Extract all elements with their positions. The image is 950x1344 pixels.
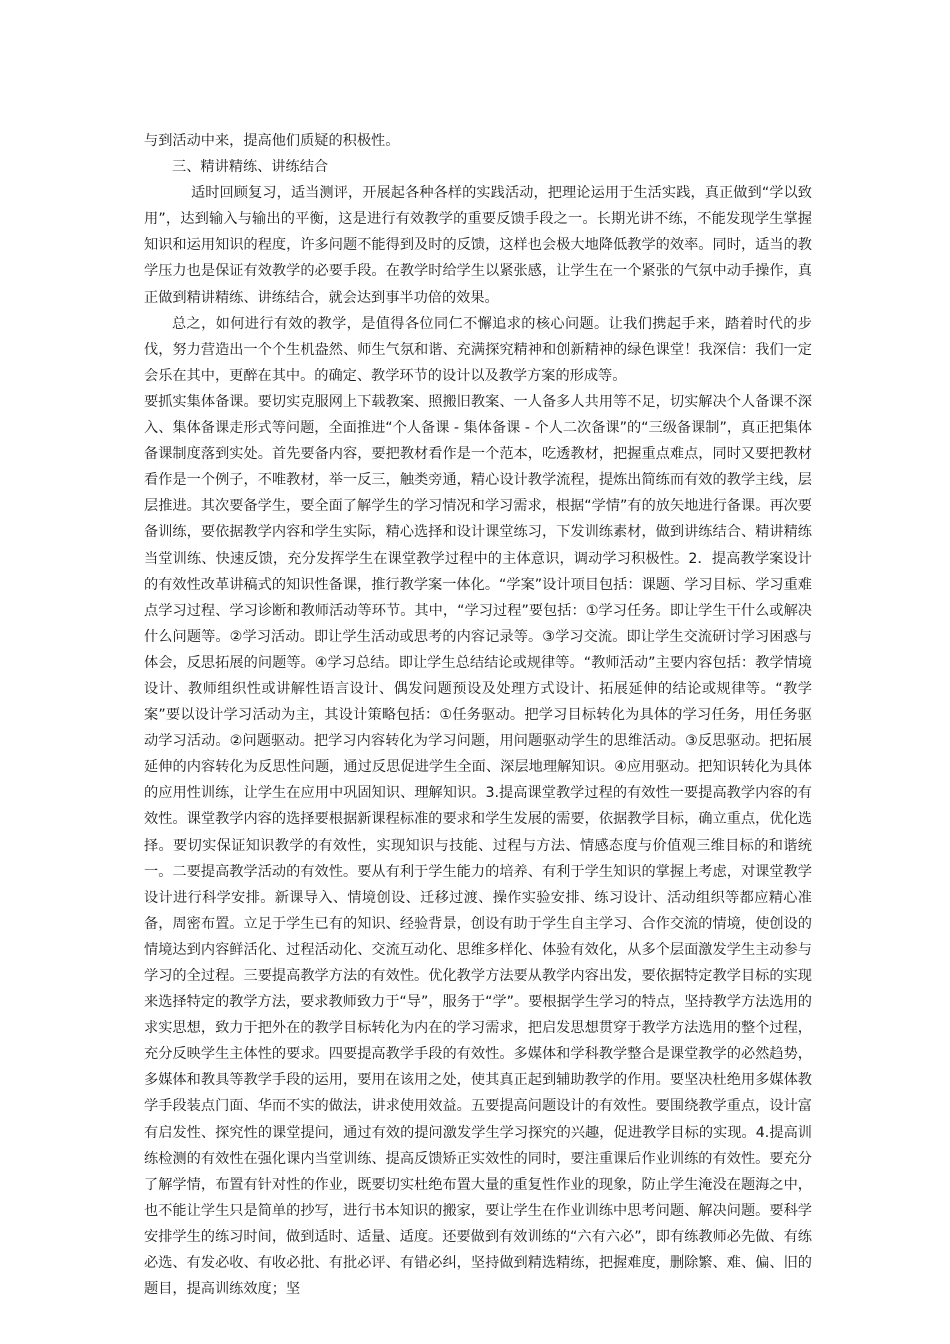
section-heading: 三、精讲精练、讲练结合: [172, 159, 329, 176]
paragraph-collective-lesson-prep: 要抓实集体备课。要切实克服网上下载教案、照搬旧教案、一人备多人共用等不足，切实解决个人备课不深入、集体备课走形式等问题，全面推进“个人备课 - 集体备课 - 个人二次备课”的“三级备课制”，真正把集体备课制度落到实处。首先要备内容，要把教材看作是一个范本，吃透教材，把握重点难点，同时又要把教材看作是一个例子，不唯教材，举一反三，触类旁通，精心设计教学流程，提炼出简练而有效的教学主线，层层推进。其次要备学生，要全面了解学生的学习情况和学习需求，根据“学情”有的放矢地进行备课。再次要备训练，要依据教学内容和学生实际，精心选择和设计课堂练习，下发训练素材，做到讲练结合、精讲精练当堂训练、快速反馈，充分发挥学生在课堂教学过程中的主体意识，调动学习积极性。2．提高教学案设计的有效性改革讲稿式的知识性备课，推行教学案一体化。“学案”设计项目包括：课题、学习目标、学习重难点学习过程、学习诊断和教师活动等环节。其中，“学习过程”要包括：①学习任务。即让学生干什么或解决什么问题等。②学习活动。即让学生活动或思考的内容记录等。③学习交流。即让学生交流研讨学习困惑与体会，反思拓展的问题等。④学习总结。即让学生总结结论或规律等。“教师活动”主要内容包括：教学情境设计、教师组织性或讲解性语言设计、偶发问题预设及处理方式设计、拓展延伸的结论或规律等。“教学案”要以设计学习活动为主，其设计策略包括：①任务驱动。把学习目标转化为具体的学习任务，用任务驱动学习活动。②问题驱动。把学习内容转化为学习问题，用问题驱动学生的思维活动。③反思驱动。把拓展延伸的内容转化为反思性问题，通过反思促进学生全面、深层地理解知识。④应用驱动。把知识转化为具体的应用性训练，让学生在应用中巩固知识、理解知识。3.提高课堂教学过程的有效性一要提高教学内容的有效性。课堂教学内容的选择要根据新课程标准的要求和学生发展的需要，依据教学目标，确立重点，优化选择。要切实保证知识教学的有效性，实现知识与技能、过程与方法、情感态度与价值观三维目标的和谐统一。二要提高教学活动的有效性。要从有利于学生能力的培养、有利于学生知识的掌握上考虑，对课堂教学设计进行科学安排。新课导入、情境创设、迁移过渡、操作实验安排、练习设计、活动组织等都应精心准备，周密布置。立足于学生已有的知识、经验背景，创设有助于学生自主学习、合作交流的情境，使创设的情境达到内容鲜活化、过程活动化、交流互动化、思维多样化、体验有效化，从多个层面激发学生主动参与学习的全过程。三要提高教学方法的有效性。优化教学方法要从教学内容出发，要依据特定教学目标的实现来选择特定的教学方法，要求教师致力于“导”，服务于“学”。要根据学生学习的特点，坚持教学方法选用的求实思想，致力于把外在的教学目标转化为内在的学习需求，把启发思想贯穿于教学方法选用的整个过程，充分反映学生主体性的要求。四要提高教学手段的有效性。多媒体和学科教学整合是课堂教学的必然趋势，多媒体和教具等教学手段的运用，要用在该用之处，使其真正起到辅助教学的作用。要坚决杜绝用多媒体教学手段装点门面、华而不实的做法，讲求使用效益。五要提高问题设计的有效性。要围绕教学重点，设计富有启发性、探究性的课堂提问，通过有效的提问激发学生学习探究的兴趣，促进教学目标的实现。4.提高训练检测的有效性在强化课内当堂训练、提高反馈矫正实效性的同时，要注重课后作业训练的有效性。要充分了解学情，布置有针对性的作业，既要切实杜绝布置大量的重复性作业的现象，防止学生淹没在题海之中，也不能让学生只是简单的抄写，进行书本知识的搬家，要让学生在作业训练中思考问题、解决问题。要科学安排学生的练习时间，做到适时、适量、适度。还要做到有效训练的“六有六必”，即有练教师必先做、有练必选、有发必收、有收必批、有批必评、有错必纠，坚持做到精选精练，把握难度，删除繁、难、偏、旧的题目，提高训练效度；坚: [144, 393, 812, 1298]
paragraph-review: 适时回顾复习，适当测评，开展起各种各样的实践活动，把理论运用于生活实践，真正做到“学以致用”，达到输入与输出的平衡，这是进行有效教学的重要反馈手段之一。长期光讲不练，不能发现学生掌握知识和运用知识的程度，许多问题不能得到及时的反馈，这样也会极大地降低教学的效率。同时，适当的教学压力也是保证有效教学的必要手段。在教学时给学生以紧张感，让学生在一个紧张的气氛中动手操作，真正做到精讲精练、讲练结合，就会达到事半功倍的效果。: [144, 185, 812, 306]
paragraph-summary: 总之，如何进行有效的教学，是值得各位同仁不懈追求的核心问题。让我们携起手来，踏着时代的步伐，努力营造出一个个生机盎然、师生气氛和谐、充满探究精神和创新精神的绿色课堂！我深信：我们一定会乐在其中，更醉在其中。的确定、教学环节的设计以及教学方案的形成等。: [144, 315, 812, 384]
document-body: [144, 128, 812, 1302]
paragraph-continuation: 与到活动中来，提高他们质疑的积极性。: [144, 133, 400, 149]
